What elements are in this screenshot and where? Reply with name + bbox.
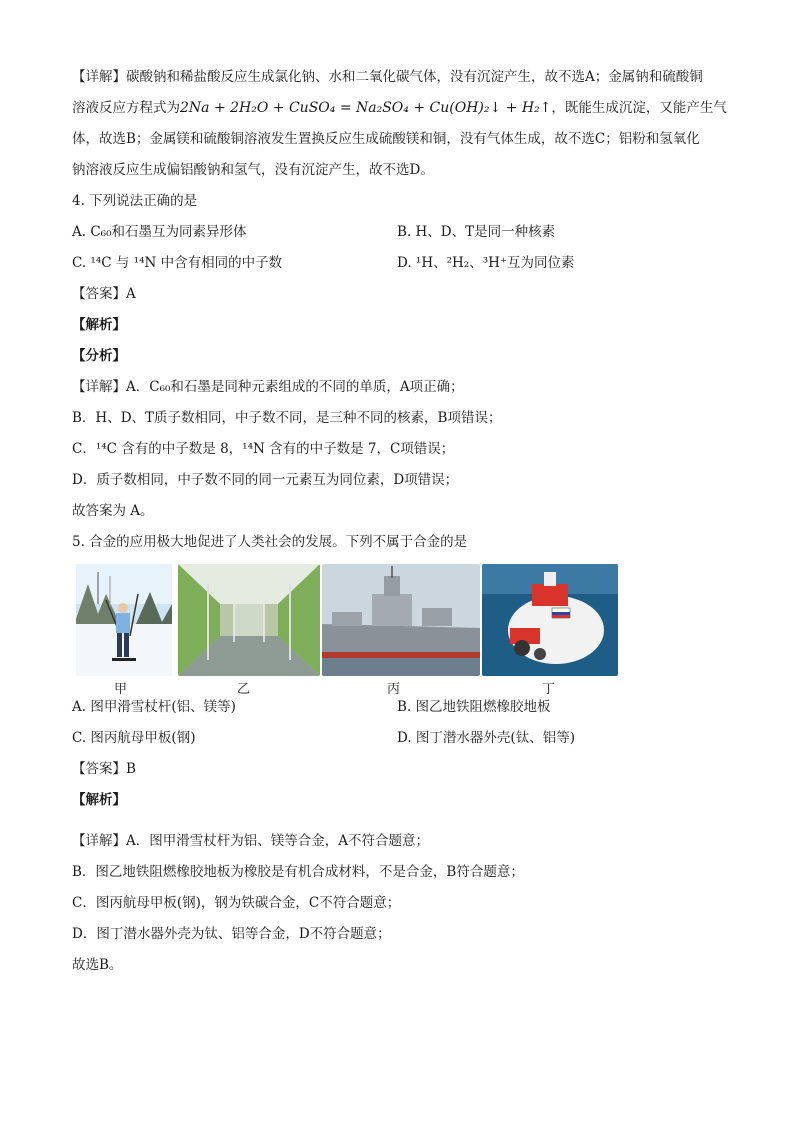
option-c: C. 图丙航母甲板(钢) xyxy=(72,730,196,746)
detail-line: B．H、D、T质子数相同，中子数不同，是三种不同的核素，B项错误； xyxy=(72,410,502,426)
figure-label-bing: 丙 xyxy=(387,682,401,697)
detail-line: 【详解】A．图甲滑雪杖杆为铝、镁等合金，A不符合题意； xyxy=(72,833,429,849)
option-a: A. C₆₀和石墨互为同素异形体 xyxy=(72,224,247,240)
detail-text: 溶液反应方程式为 xyxy=(72,100,180,116)
detail-text: ，既能生成沉淀，又能产生气 xyxy=(551,100,727,116)
detail-line: 体，故选B；金属镁和硫酸铜溶液发生置换反应生成硫酸镁和铜，没有气体生成，故不选C；铝粉和氢氧化 xyxy=(72,131,700,147)
chemical-equation: 2Na + 2H₂O + CuSO₄ = Na₂SO₄ + Cu(OH)₂↓ + H₂↑ xyxy=(180,100,552,116)
figure-label-jia: 甲 xyxy=(114,682,128,697)
detail-line: C．¹⁴C 含有的中子数是 8，¹⁴N 含有的中子数是 7，C项错误； xyxy=(72,441,455,457)
figure-submersible-image xyxy=(482,564,618,676)
question-4-options-row-1 xyxy=(72,217,726,248)
option-b: B. H、D、T是同一种核素 xyxy=(397,224,556,240)
fenxi-label: 【分析】 xyxy=(72,348,126,364)
analysis-label: 【解析】 xyxy=(72,792,126,808)
figure-label-ding: 丁 xyxy=(542,682,556,697)
question-5-options-row-2 xyxy=(72,723,726,754)
option-b: B. 图乙地铁阻燃橡胶地板 xyxy=(397,699,551,715)
question-5-stem: 5. 合金的应用极大地促进了人类社会的发展。下列不属于合金的是 xyxy=(72,534,468,550)
analysis-label: 【解析】 xyxy=(72,317,126,333)
figure-label-yi: 乙 xyxy=(237,682,251,697)
figure-subway-floor-image xyxy=(178,564,320,676)
spacer xyxy=(72,816,726,826)
detail-line: 【详解】碳酸钠和稀盐酸反应生成氯化钠、水和二氧化碳气体，没有沉淀产生，故不选A；金属钠和硫酸铜 xyxy=(72,69,703,85)
detail-line: 【详解】A．C₆₀和石墨是同种元素组成的不同的单质，A项正确； xyxy=(72,379,464,395)
answer-label: 【答案】B xyxy=(72,761,136,777)
detail-line: D．图丁潜水器外壳为钛、铝等合金，D不符合题意； xyxy=(72,926,391,942)
option-c: C. ¹⁴C 与 ¹⁴N 中含有相同的中子数 xyxy=(72,255,283,271)
figure-row xyxy=(72,564,726,697)
question-4-stem: 4. 下列说法正确的是 xyxy=(72,193,198,209)
conclusion-line: 故选B。 xyxy=(72,957,123,973)
question-4-options-row-2 xyxy=(72,248,726,279)
option-a: A. 图甲滑雪杖杆(铝、镁等) xyxy=(72,699,236,715)
option-d: D. ¹H、²H₂、³H⁺互为同位素 xyxy=(397,255,575,271)
detail-line: 钠溶液反应生成偏铝酸钠和氢气，没有沉淀产生，故不选D。 xyxy=(72,162,434,178)
figure-ski-pole-image xyxy=(76,564,172,676)
figure-aircraft-carrier-image xyxy=(322,564,480,676)
detail-line: D．质子数相同，中子数不同的同一元素互为同位素，D项错误； xyxy=(72,472,459,488)
answer-label: 【答案】A xyxy=(72,286,136,302)
detail-line: C．图丙航母甲板(钢)，钢为铁碳合金，C不符合题意； xyxy=(72,895,401,911)
document-page xyxy=(72,62,726,981)
option-d: D. 图丁潜水器外壳(钛、铝等) xyxy=(397,730,575,746)
detail-line: B．图乙地铁阻燃橡胶地板为橡胶是有机合成材料，不是合金，B符合题意； xyxy=(72,864,524,880)
conclusion-line: 故答案为 A。 xyxy=(72,503,154,519)
detail-line-equation xyxy=(72,93,726,124)
